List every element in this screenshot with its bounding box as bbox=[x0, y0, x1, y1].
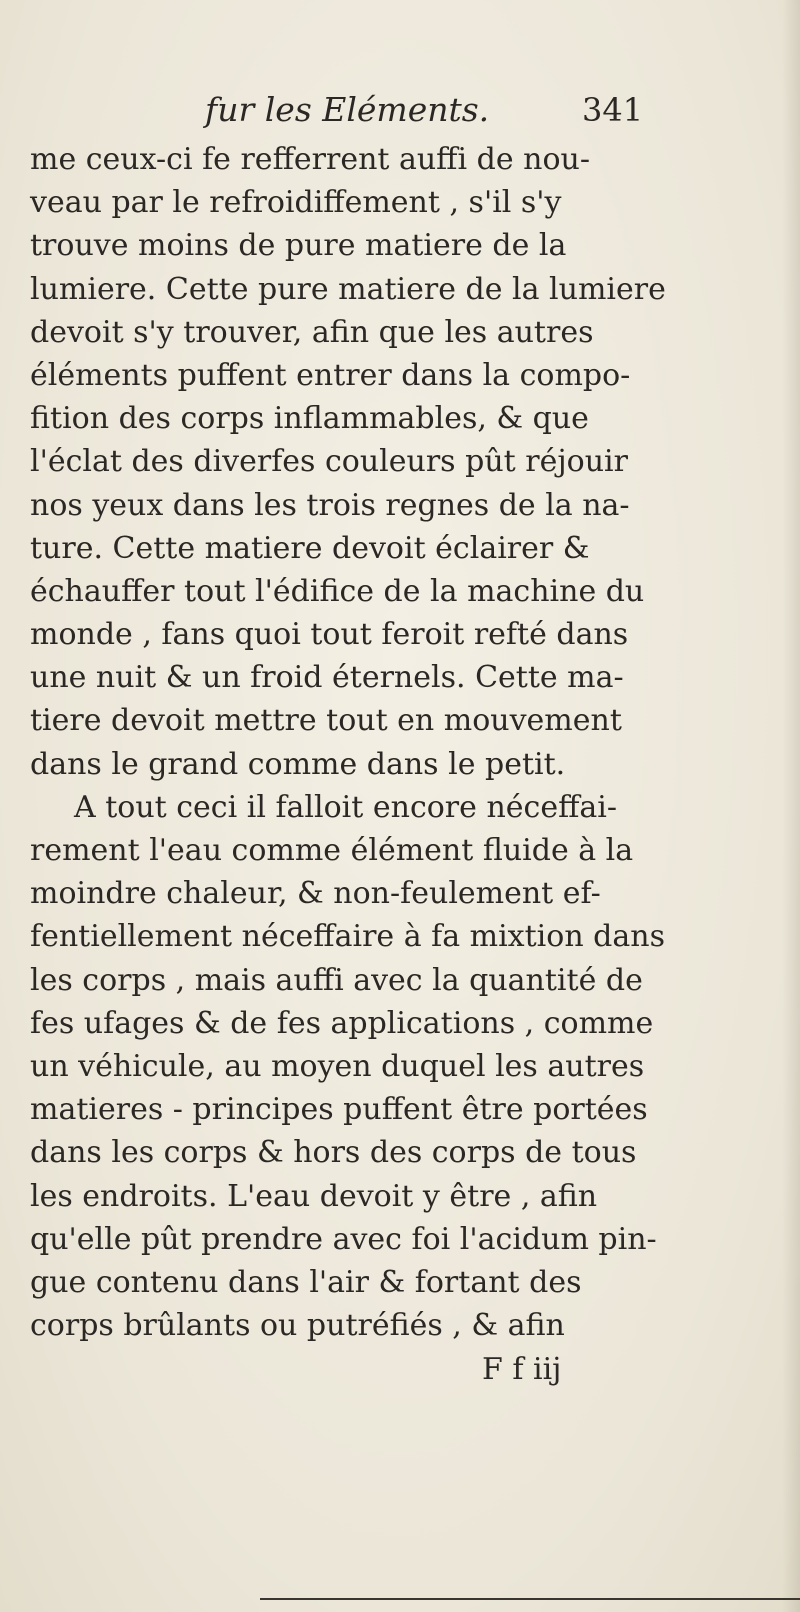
text-line: éléments puffent entrer dans la compo- bbox=[30, 357, 631, 393]
text-line: ture. Cette matiere devoit éclairer & bbox=[30, 530, 590, 566]
text-line: lumiere. Cette pure matiere de la lumiere bbox=[30, 271, 666, 307]
text-line: les corps , mais auffi avec la quantité de bbox=[30, 962, 643, 998]
bottom-edge-line bbox=[260, 1598, 800, 1600]
signature-mark: F f iij bbox=[482, 1352, 562, 1387]
paragraph-start-line: A tout ceci il falloit encore néceffai- bbox=[74, 789, 618, 825]
text-line: monde , fans quoi tout feroit refté dans bbox=[30, 617, 629, 653]
page-header bbox=[0, 88, 800, 132]
text-line: dans le grand comme dans le petit. bbox=[30, 746, 566, 782]
running-title: fur les Eléments. bbox=[205, 90, 490, 129]
text-line: veau par le refroidiffement , s'il s'y bbox=[30, 185, 562, 221]
text-line: moindre chaleur, & non-feulement ef- bbox=[30, 876, 601, 912]
text-line: gue contenu dans l'air & fortant des bbox=[30, 1264, 582, 1300]
body-text bbox=[30, 138, 680, 1347]
text-line: les endroits. L'eau devoit y être , afin bbox=[30, 1178, 598, 1214]
text-line: dans les corps & hors des corps de tous bbox=[30, 1135, 637, 1171]
page-number: 341 bbox=[582, 91, 644, 129]
text-line: l'éclat des diverfes couleurs pût réjouir bbox=[30, 444, 628, 480]
text-line: trouve moins de pure matiere de la bbox=[30, 228, 567, 264]
text-line: une nuit & un froid éternels. Cette ma- bbox=[30, 660, 624, 696]
text-line: nos yeux dans les trois regnes de la na- bbox=[30, 487, 630, 523]
text-line: fition des corps inflammables, & que bbox=[30, 401, 589, 437]
text-line: fentiellement néceffaire à fa mixtion dans bbox=[30, 919, 665, 955]
text-line: tiere devoit mettre tout en mouvement bbox=[30, 703, 622, 739]
text-line: fes ufages & de fes applications , comme bbox=[30, 1005, 654, 1041]
text-line: devoit s'y trouver, afin que les autres bbox=[30, 314, 594, 350]
text-line: qu'elle pût prendre avec foi l'acidum pin- bbox=[30, 1221, 657, 1257]
text-line: me ceux-ci fe refferrent auffi de nou- bbox=[30, 142, 590, 177]
text-line: corps brûlants ou putréfiés , & afin bbox=[30, 1308, 565, 1344]
text-line: un véhicule, au moyen duquel les autres bbox=[30, 1048, 645, 1084]
text-line: rement l'eau comme élément fluide à la bbox=[30, 833, 634, 868]
text-line: matieres - principes puffent être portées bbox=[30, 1092, 648, 1128]
text-line: échauffer tout l'édifice de la machine du bbox=[30, 573, 645, 609]
page-edge-shadow bbox=[782, 0, 800, 1612]
